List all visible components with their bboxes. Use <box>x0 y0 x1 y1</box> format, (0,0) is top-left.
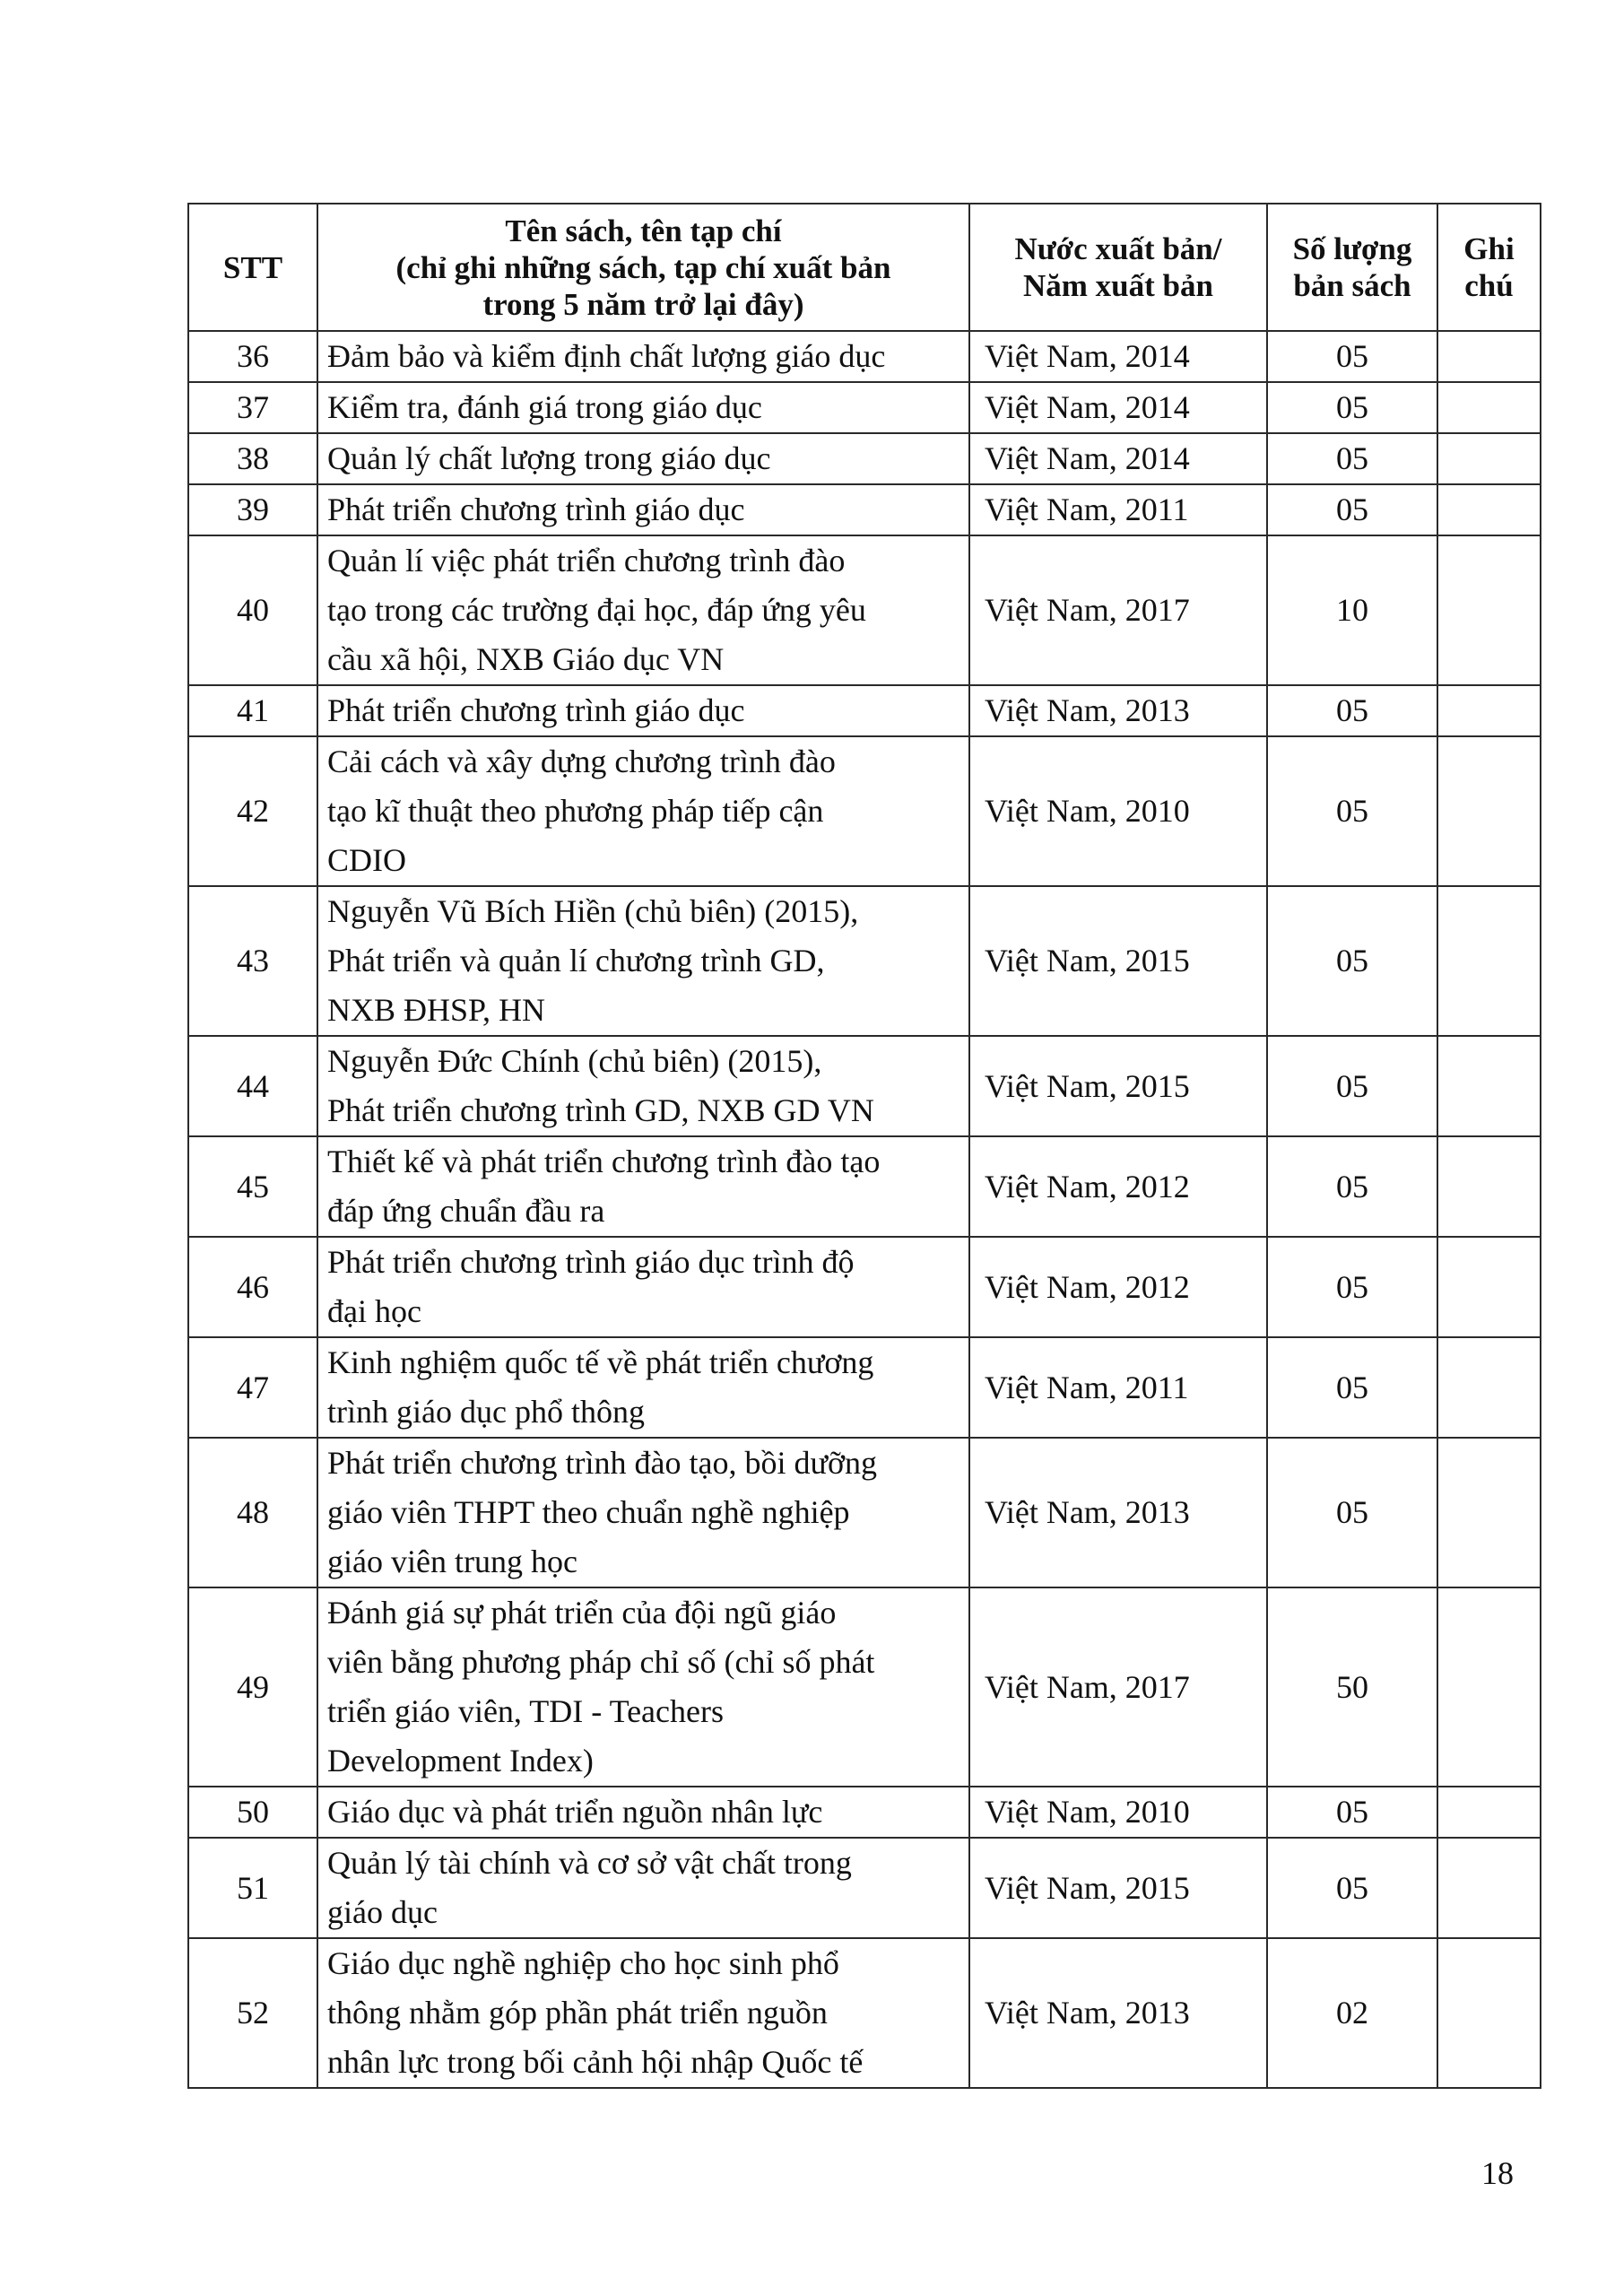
table-row <box>188 1787 1541 1838</box>
header-title-line2: (chỉ ghi những sách, tạp chí xuất bản <box>395 249 891 285</box>
row-title-line: đại học <box>327 1293 421 1329</box>
row-note <box>1437 886 1541 1036</box>
row-title-line: trình giáo dục phổ thông <box>327 1394 645 1430</box>
row-quantity: 05 <box>1267 736 1437 886</box>
row-title <box>317 1337 969 1438</box>
row-title <box>317 1136 969 1237</box>
header-quantity <box>1267 204 1437 331</box>
row-publisher: Việt Nam, 2012 <box>969 1237 1267 1337</box>
row-note <box>1437 1838 1541 1938</box>
row-stt: 42 <box>188 736 317 886</box>
row-publisher: Việt Nam, 2011 <box>969 484 1267 535</box>
header-row <box>188 204 1541 331</box>
row-title-line: Phát triển chương trình giáo dục trình độ <box>327 1244 855 1280</box>
row-quantity: 05 <box>1267 1438 1437 1587</box>
row-quantity: 05 <box>1267 1136 1437 1237</box>
row-title-line: Development Index) <box>327 1743 594 1779</box>
row-note <box>1437 331 1541 382</box>
row-stt: 40 <box>188 535 317 685</box>
row-quantity: 05 <box>1267 433 1437 484</box>
row-stt: 46 <box>188 1237 317 1337</box>
row-title-line: CDIO <box>327 842 406 878</box>
row-title-line: thông nhằm góp phần phát triển nguồn <box>327 1995 828 2031</box>
header-title-line3: trong 5 năm trở lại đây) <box>482 286 804 322</box>
row-title-line: Thiết kế và phát triển chương trình đào tạo <box>327 1144 881 1179</box>
row-title-line: giáo viên THPT theo chuẩn nghề nghiệp <box>327 1494 850 1530</box>
row-title-line: Quản lý chất lượng trong giáo dục <box>327 440 771 476</box>
row-note <box>1437 484 1541 535</box>
row-title-line: Giáo dục và phát triển nguồn nhân lực <box>327 1794 823 1830</box>
row-note <box>1437 685 1541 736</box>
row-note <box>1437 433 1541 484</box>
row-stt: 48 <box>188 1438 317 1587</box>
row-title <box>317 736 969 886</box>
header-publisher-line1: Nước xuất bản/ <box>1014 231 1222 266</box>
row-title-line: tạo kĩ thuật theo phương pháp tiếp cận <box>327 793 824 829</box>
row-note <box>1437 1036 1541 1136</box>
row-title <box>317 1438 969 1587</box>
row-stt: 52 <box>188 1938 317 2088</box>
header-title-line1: Tên sách, tên tạp chí <box>505 213 782 248</box>
row-title-line: nhân lực trong bối cảnh hội nhập Quốc tế <box>327 2044 864 2080</box>
table-row <box>188 382 1541 433</box>
row-note <box>1437 1136 1541 1237</box>
row-title <box>317 433 969 484</box>
header-publisher <box>969 204 1267 331</box>
row-publisher: Việt Nam, 2014 <box>969 433 1267 484</box>
row-title-line: Phát triển chương trình đào tạo, bồi dưỡng <box>327 1445 878 1481</box>
row-title <box>317 886 969 1036</box>
row-title-line: Giáo dục nghề nghiệp cho học sinh phổ <box>327 1945 839 1981</box>
header-note-line2: chú <box>1464 268 1514 303</box>
table-row <box>188 1036 1541 1136</box>
row-title-line: Đảm bảo và kiểm định chất lượng giáo dục <box>327 338 886 374</box>
row-publisher: Việt Nam, 2015 <box>969 886 1267 1036</box>
row-note <box>1437 1587 1541 1787</box>
row-title-line: Đánh giá sự phát triển của đội ngũ giáo <box>327 1595 837 1631</box>
row-title <box>317 1787 969 1838</box>
row-stt: 47 <box>188 1337 317 1438</box>
row-title <box>317 1938 969 2088</box>
table-row <box>188 1337 1541 1438</box>
header-stt: STT <box>188 204 317 331</box>
row-title-line: Phát triển chương trình GD, NXB GD VN <box>327 1092 874 1128</box>
row-quantity: 05 <box>1267 331 1437 382</box>
row-title-line: Phát triển và quản lí chương trình GD, <box>327 943 825 978</box>
table-row <box>188 484 1541 535</box>
table-row <box>188 1587 1541 1787</box>
row-stt: 45 <box>188 1136 317 1237</box>
row-quantity: 05 <box>1267 382 1437 433</box>
row-note <box>1437 535 1541 685</box>
row-quantity: 05 <box>1267 1838 1437 1938</box>
row-stt: 36 <box>188 331 317 382</box>
row-title-line: Kinh nghiệm quốc tế về phát triển chương <box>327 1344 874 1380</box>
table-row <box>188 535 1541 685</box>
row-quantity: 05 <box>1267 1036 1437 1136</box>
row-quantity: 02 <box>1267 1938 1437 2088</box>
row-note <box>1437 736 1541 886</box>
row-title <box>317 484 969 535</box>
row-stt: 39 <box>188 484 317 535</box>
book-list-table <box>187 203 1541 2089</box>
table-row <box>188 886 1541 1036</box>
row-title <box>317 382 969 433</box>
row-publisher: Việt Nam, 2011 <box>969 1337 1267 1438</box>
row-title-line: Nguyễn Đức Chính (chủ biên) (2015), <box>327 1043 822 1079</box>
row-stt: 38 <box>188 433 317 484</box>
header-note <box>1437 204 1541 331</box>
row-title-line: giáo dục <box>327 1894 438 1930</box>
row-title-line: giáo viên trung học <box>327 1544 577 1579</box>
row-publisher: Việt Nam, 2017 <box>969 1587 1267 1787</box>
row-title-line: Quản lý tài chính và cơ sở vật chất trong <box>327 1845 852 1881</box>
header-note-line1: Ghi <box>1463 231 1515 266</box>
row-stt: 50 <box>188 1787 317 1838</box>
table-row <box>188 331 1541 382</box>
row-note <box>1437 1438 1541 1587</box>
row-publisher: Việt Nam, 2014 <box>969 382 1267 433</box>
table-row <box>188 1438 1541 1587</box>
row-publisher: Việt Nam, 2015 <box>969 1036 1267 1136</box>
row-quantity: 05 <box>1267 1337 1437 1438</box>
row-title-line: triển giáo viên, TDI - Teachers <box>327 1693 724 1729</box>
table-row <box>188 685 1541 736</box>
row-title-line: Nguyễn Vũ Bích Hiền (chủ biên) (2015), <box>327 893 859 929</box>
header-quantity-line2: bản sách <box>1293 268 1411 303</box>
header-publisher-line2: Năm xuất bản <box>1023 268 1213 303</box>
row-title-line: cầu xã hội, NXB Giáo dục VN <box>327 641 725 677</box>
table-row <box>188 1838 1541 1938</box>
row-publisher: Việt Nam, 2012 <box>969 1136 1267 1237</box>
row-quantity: 05 <box>1267 1787 1437 1838</box>
table-body <box>188 331 1541 2088</box>
header-title <box>317 204 969 331</box>
row-quantity: 10 <box>1267 535 1437 685</box>
row-title <box>317 685 969 736</box>
row-quantity: 05 <box>1267 1237 1437 1337</box>
row-title-line: tạo trong các trường đại học, đáp ứng yêu <box>327 592 866 628</box>
header-quantity-line1: Số lượng <box>1292 231 1412 266</box>
row-publisher: Việt Nam, 2013 <box>969 1938 1267 2088</box>
row-note <box>1437 1337 1541 1438</box>
row-title-line: Quản lí việc phát triển chương trình đào <box>327 543 846 578</box>
row-publisher: Việt Nam, 2010 <box>969 736 1267 886</box>
row-title <box>317 1838 969 1938</box>
row-note <box>1437 1938 1541 2088</box>
row-stt: 41 <box>188 685 317 736</box>
table-row <box>188 1237 1541 1337</box>
row-title-line: Phát triển chương trình giáo dục <box>327 491 745 527</box>
row-quantity: 05 <box>1267 484 1437 535</box>
table-row <box>188 433 1541 484</box>
row-publisher: Việt Nam, 2017 <box>969 535 1267 685</box>
table-row <box>188 1136 1541 1237</box>
row-stt: 49 <box>188 1587 317 1787</box>
table-row <box>188 1938 1541 2088</box>
row-title-line: Kiểm tra, đánh giá trong giáo dục <box>327 389 762 425</box>
row-publisher: Việt Nam, 2014 <box>969 331 1267 382</box>
row-publisher: Việt Nam, 2010 <box>969 1787 1267 1838</box>
row-quantity: 05 <box>1267 685 1437 736</box>
page-number: 18 <box>1481 2155 1514 2191</box>
row-publisher: Việt Nam, 2013 <box>969 1438 1267 1587</box>
row-title <box>317 1237 969 1337</box>
row-note <box>1437 1787 1541 1838</box>
row-stt: 43 <box>188 886 317 1036</box>
row-title-line: NXB ĐHSP, HN <box>327 992 546 1028</box>
row-title <box>317 1587 969 1787</box>
row-stt: 51 <box>188 1838 317 1938</box>
row-publisher: Việt Nam, 2015 <box>969 1838 1267 1938</box>
row-note <box>1437 1237 1541 1337</box>
row-publisher: Việt Nam, 2013 <box>969 685 1267 736</box>
table-row <box>188 736 1541 886</box>
row-title <box>317 331 969 382</box>
row-quantity: 50 <box>1267 1587 1437 1787</box>
row-title <box>317 1036 969 1136</box>
row-title <box>317 535 969 685</box>
row-title-line: đáp ứng chuẩn đầu ra <box>327 1193 605 1229</box>
row-stt: 37 <box>188 382 317 433</box>
row-stt: 44 <box>188 1036 317 1136</box>
row-title-line: Phát triển chương trình giáo dục <box>327 692 745 728</box>
row-quantity: 05 <box>1267 886 1437 1036</box>
row-title-line: Cải cách và xây dựng chương trình đào <box>327 744 836 779</box>
row-note <box>1437 382 1541 433</box>
row-title-line: viên bằng phương pháp chỉ số (chỉ số phát <box>327 1644 875 1680</box>
